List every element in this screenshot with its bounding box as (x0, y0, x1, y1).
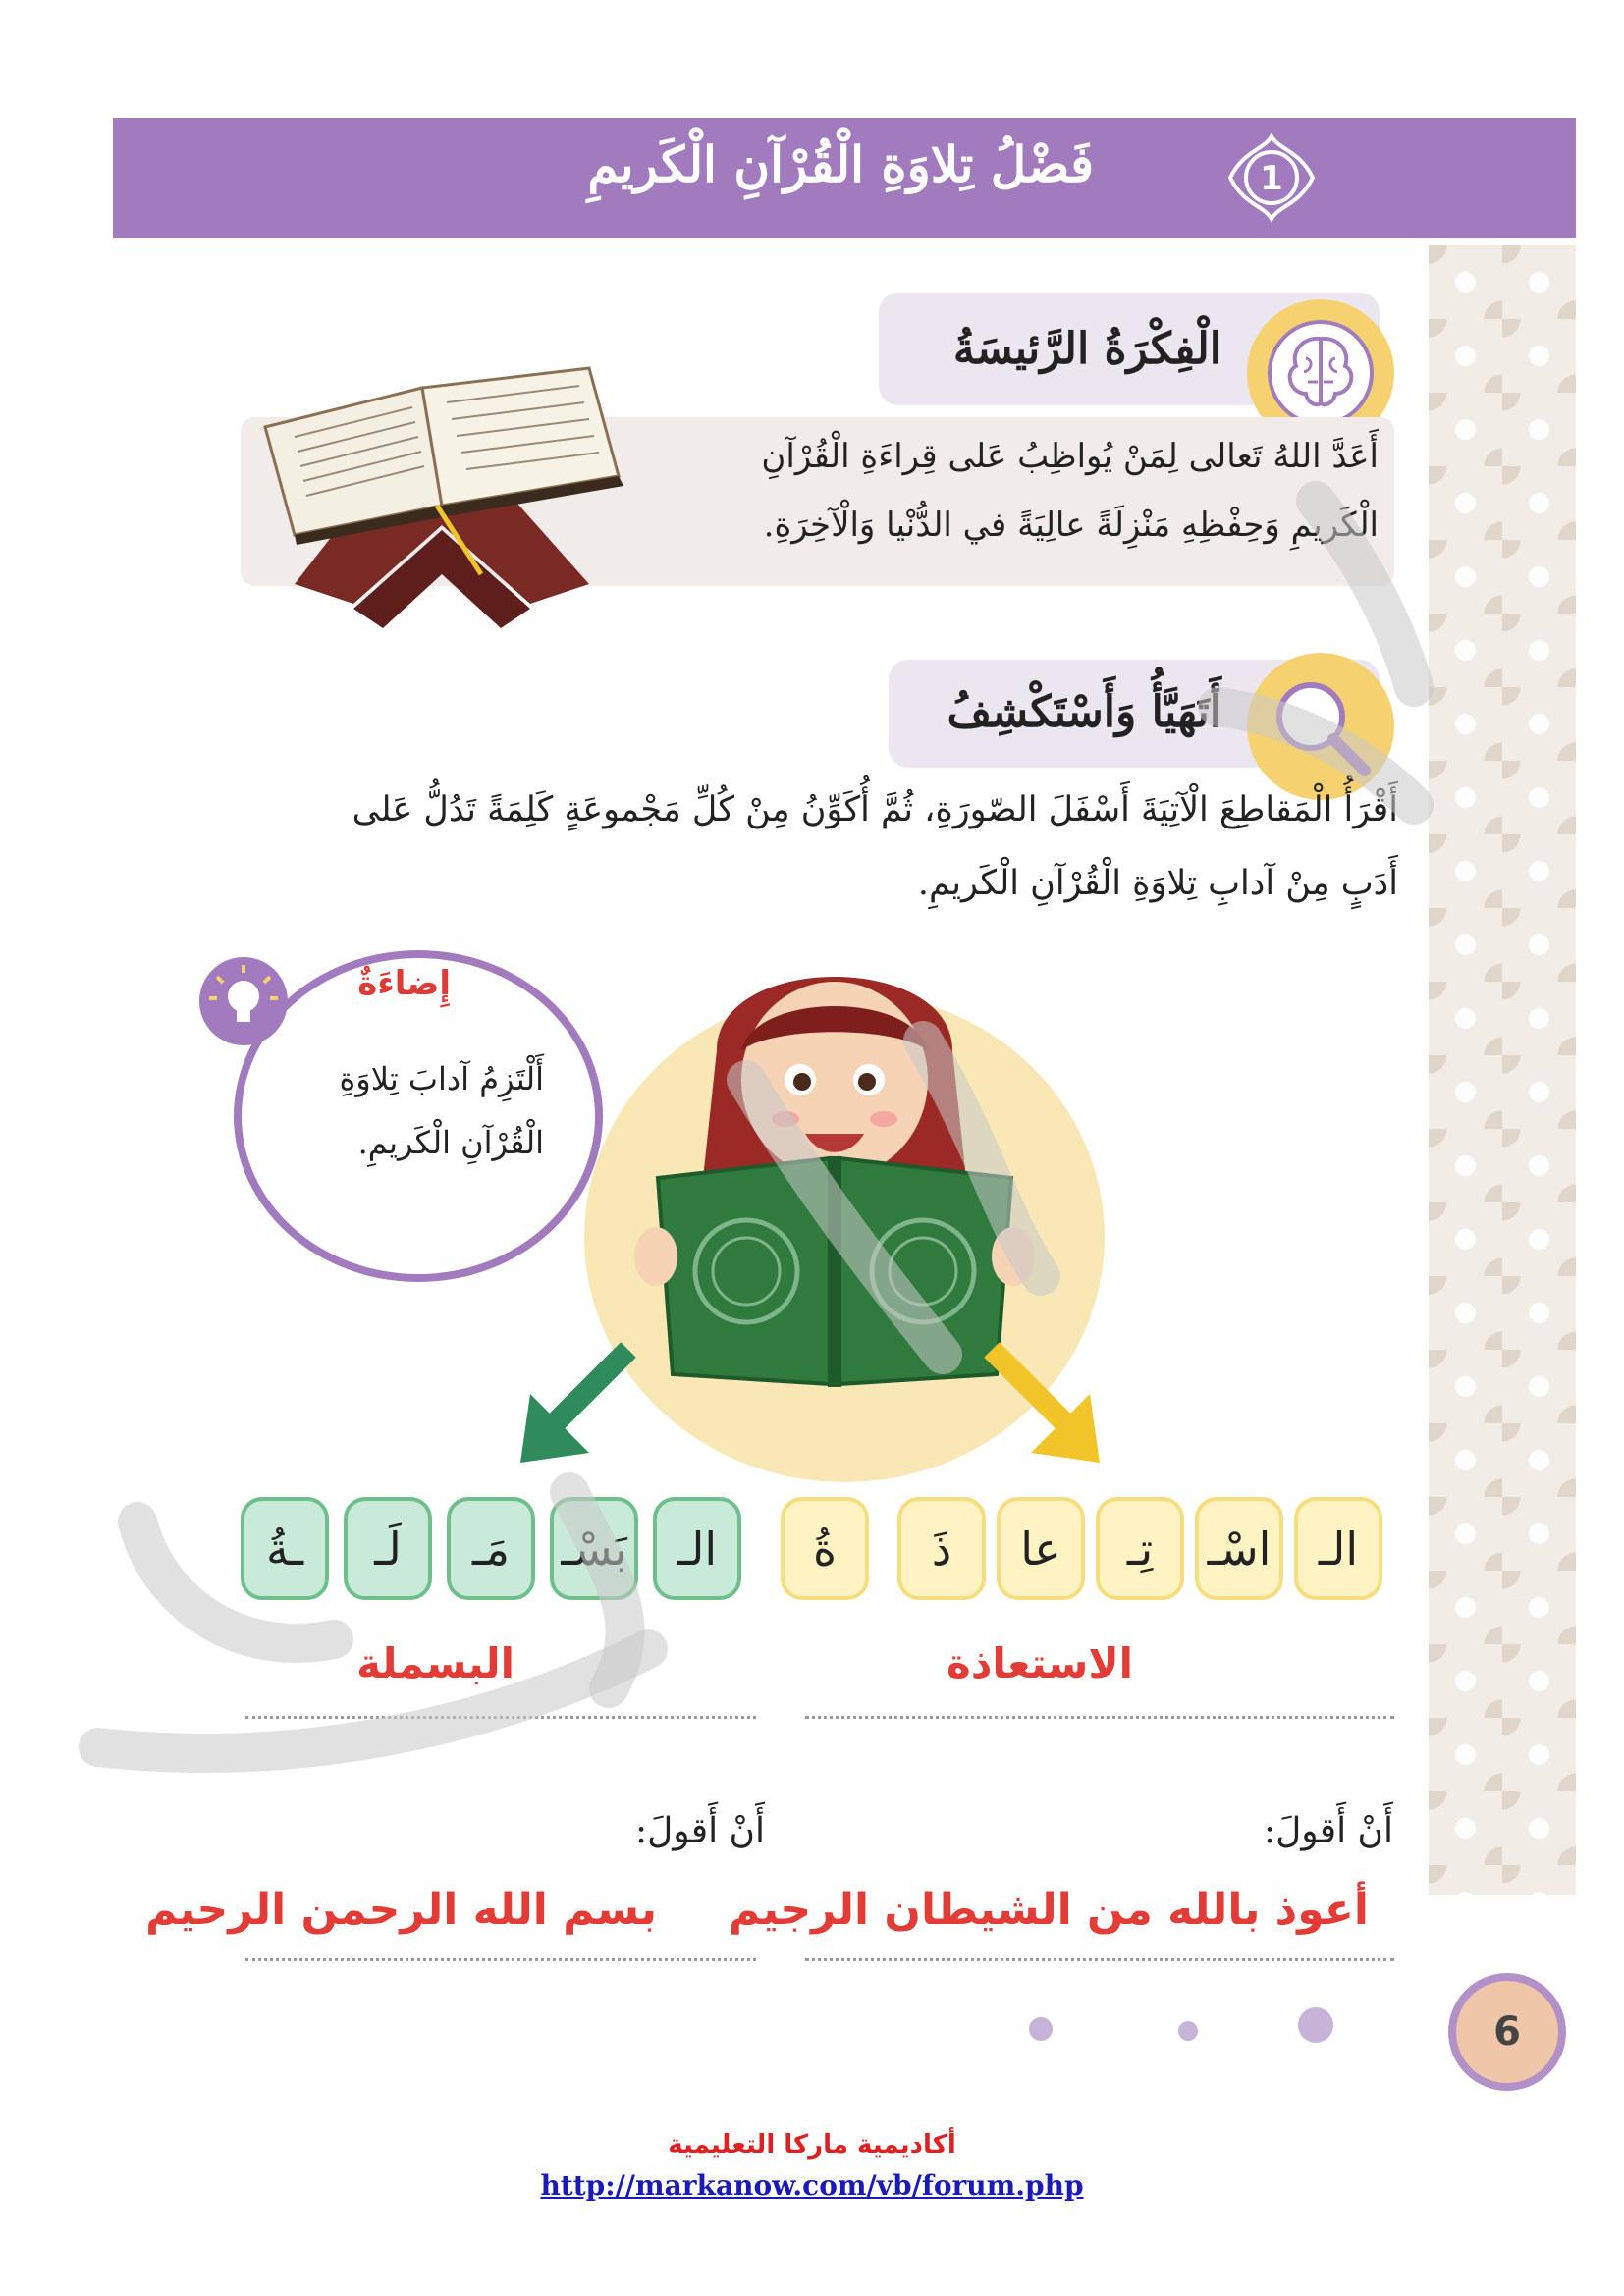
istiadha-say-line (805, 1958, 1394, 1961)
istiadha-syllable-tile[interactable]: تِـ (1096, 1497, 1184, 1600)
page-number: 6 (1448, 1973, 1566, 2091)
istiadha-syllable-tile[interactable]: الـ (1294, 1497, 1382, 1600)
tip-line-1: أَلْتَزِمُ آدابَ تِلاوَةِ (339, 1060, 544, 1097)
basmala-answer-line (245, 1716, 756, 1719)
basmala-answer: البسملة (356, 1639, 514, 1687)
lesson-number: 1 (1260, 159, 1283, 198)
istiadha-syllable-tile[interactable]: اسْـ (1195, 1497, 1283, 1600)
istiadha-syllable-tile[interactable]: عا (997, 1497, 1085, 1600)
tip-bulb-badge (199, 957, 288, 1045)
lesson-number-badge (1222, 129, 1321, 227)
istiadha-answer-line (805, 1716, 1394, 1719)
quran-on-stand-image (236, 348, 648, 643)
yellow-arrow-icon (972, 1335, 1110, 1472)
explore-circle (1247, 653, 1394, 800)
footer-academy-name: أكاديمية ماركا التعليمية (668, 2130, 956, 2160)
tip-line-2: الْقُرْآنِ الْكَريمِ. (357, 1124, 544, 1161)
basmala-syllable-tile[interactable]: ـةُ (241, 1497, 329, 1600)
lightbulb-icon (199, 957, 288, 1045)
istiadha-syllable-tile[interactable]: ذَ (897, 1497, 986, 1600)
basmala-say-label: أَنْ أَقولَ: (635, 1811, 765, 1851)
istiadha-say-answer: أعوذ بالله من الشيطان الرجيم (728, 1885, 1369, 1935)
basmala-syllable-tile[interactable]: الـ (653, 1497, 741, 1600)
tip-title: إِضاءَةٌ (357, 964, 451, 1003)
istiadha-syllable-tile[interactable]: ةُ (781, 1497, 869, 1600)
magnifier-icon (1247, 653, 1394, 800)
istiadha-answer: الاستعاذة (947, 1639, 1133, 1687)
basmala-syllable-tile[interactable]: مَـ (447, 1497, 535, 1600)
main-idea-line-1: أَعَدَّ اللهُ تَعالى لِمَنْ يُواظِبُ عَلى قِراءَةِ الْقُرْآنِ (761, 437, 1379, 476)
basmala-syllable-tile[interactable]: بَسْـ (550, 1497, 638, 1600)
footer-link[interactable]: http://markanow.com/vb/forum.php (540, 2169, 1084, 2202)
decorative-flowers (1011, 2007, 1443, 2047)
green-arrow-icon (511, 1335, 648, 1472)
basmala-say-line (245, 1958, 756, 1961)
basmala-say-answer: بسم الله الرحمن الرحيم (145, 1885, 657, 1935)
main-idea-line-2: الْكَريمِ وَحِفْظِهِ مَنْزِلَةً عالِيَةً في الدُّنْيا وَالْآخِرَةِ. (763, 506, 1379, 545)
explore-title: أَتَهَيَّأُ وَأَسْتَكْشِفُ (947, 687, 1221, 737)
main-idea-title: الْفِكْرَةُ الرَّئيسَةُ (952, 324, 1221, 374)
istiadha-say-label: أَنْ أَقولَ: (1264, 1811, 1393, 1851)
decorative-side-pattern (1429, 245, 1576, 1895)
explore-instruction-line-1: أَقْرَأُ الْمَقاطِعَ الْآتِيَةَ أَسْفَلَ الصّورَةِ، ثُمَّ أُكَوِّنُ مِنْ كُلِّ مَجْموعَةٍ كَلِمَةً تَدُلُّ عَلى (352, 790, 1398, 829)
basmala-syllable-tile[interactable]: لَـ (344, 1497, 432, 1600)
lesson-title: فَضْلُ تِلاوَةِ الْقُرْآنِ الْكَريمِ (587, 135, 1094, 193)
explore-instruction-line-2: أَدَبٍ مِنْ آدابِ تِلاوَةِ الْقُرْآنِ الْكَريمِ. (917, 864, 1398, 903)
